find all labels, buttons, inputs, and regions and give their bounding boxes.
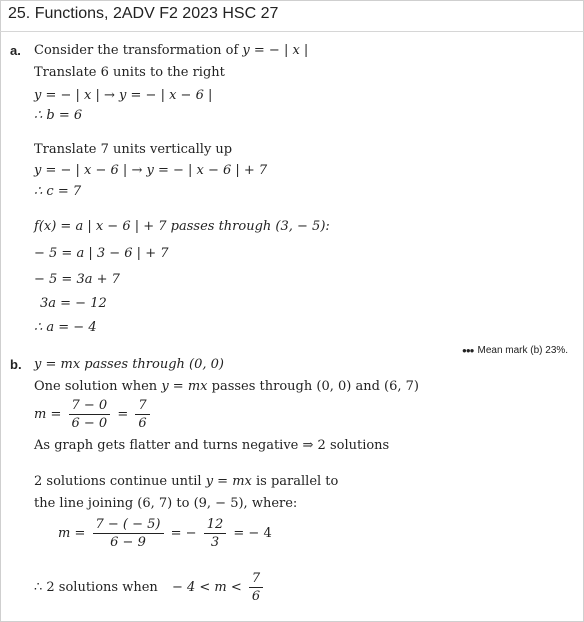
m2-den: 6 − 9 bbox=[110, 535, 146, 550]
part-b-line-1: y = mx passes through (0, 0) bbox=[34, 357, 224, 372]
m1-rnum: 7 bbox=[135, 398, 149, 415]
line2-pre: One solution when bbox=[34, 379, 158, 394]
title-divider bbox=[0, 31, 584, 32]
line2-post: passes through (0, 0) and (6, 7) bbox=[211, 379, 419, 394]
m2-rden: 3 bbox=[210, 535, 220, 550]
m2-fraction bbox=[93, 517, 164, 550]
consider-expr: y = − | x | bbox=[242, 43, 309, 58]
part-a-line-1 bbox=[34, 43, 308, 59]
part-b-line-3: As graph gets flatter and turns negative ⇒ 2 solutions bbox=[34, 438, 390, 453]
m1-num: 7 − 0 bbox=[69, 398, 111, 415]
m1-result-fraction bbox=[135, 398, 149, 431]
m2-num: 7 − ( − 5) bbox=[93, 517, 164, 534]
part-a-line-5: Translate 7 units vertically up bbox=[34, 142, 233, 157]
part-a-line-11: 3a = − 12 bbox=[40, 296, 107, 311]
three-dots-icon: ●●● bbox=[462, 346, 474, 355]
m2-result: = − 4 bbox=[233, 526, 272, 541]
part-a-line-3: y = − | x | → y = − | x − 6 | bbox=[34, 88, 213, 103]
gradient-1 bbox=[34, 398, 153, 431]
part-b-line-5: the line joining (6, 7) to (9, − 5), where: bbox=[34, 496, 298, 511]
m1-rden: 6 bbox=[138, 416, 147, 431]
gradient-2 bbox=[58, 517, 272, 550]
m2-lhs: m = bbox=[58, 526, 86, 541]
final-pre: ∴ 2 solutions when bbox=[34, 580, 158, 595]
final-answer bbox=[34, 571, 266, 604]
line4-pre: 2 solutions continue until bbox=[34, 474, 202, 489]
part-b-line-4 bbox=[34, 474, 338, 490]
part-a-line-4: ∴ b = 6 bbox=[34, 108, 83, 123]
part-a-line-2: Translate 6 units to the right bbox=[34, 65, 225, 80]
final-num: 7 bbox=[249, 571, 263, 588]
consider-text: Consider the transformation of bbox=[34, 43, 239, 58]
m1-fraction bbox=[69, 398, 111, 431]
part-a-line-7: ∴ c = 7 bbox=[34, 184, 82, 199]
part-a-line-12: ∴ a = − 4 bbox=[34, 320, 97, 335]
part-a-line-10: − 5 = 3a + 7 bbox=[34, 272, 120, 287]
line2-expr: y = mx bbox=[161, 379, 208, 394]
part-b-label: b. bbox=[10, 357, 22, 372]
line4-expr: y = mx bbox=[205, 474, 252, 489]
final-den: 6 bbox=[251, 589, 261, 604]
question-title: 25. Functions, 2ADV F2 2023 HSC 27 bbox=[8, 5, 279, 22]
m1-den: 6 − 0 bbox=[71, 416, 108, 431]
m1-lhs: m = bbox=[34, 407, 62, 422]
final-expr: − 4 < m < bbox=[171, 580, 242, 595]
line4-post: is parallel to bbox=[256, 474, 339, 489]
m2-result-fraction bbox=[204, 517, 227, 550]
part-a-line-8: f(x) = a | x − 6 | + 7 passes through (3, − 5): bbox=[34, 219, 330, 234]
m2-rnum: 12 bbox=[204, 517, 227, 534]
part-a-label: a. bbox=[10, 43, 21, 58]
final-fraction bbox=[249, 571, 263, 604]
part-a-line-6: y = − | x − 6 | → y = − | x − 6 | + 7 bbox=[34, 163, 268, 178]
part-a-line-9: − 5 = a | 3 − 6 | + 7 bbox=[34, 246, 169, 261]
mean-mark-text: Mean mark (b) 23%. bbox=[477, 345, 569, 356]
part-b-line-2 bbox=[34, 379, 419, 395]
m1-eq: = bbox=[117, 407, 129, 422]
m2-eq: = − bbox=[170, 526, 197, 541]
mean-mark-note bbox=[462, 345, 568, 356]
